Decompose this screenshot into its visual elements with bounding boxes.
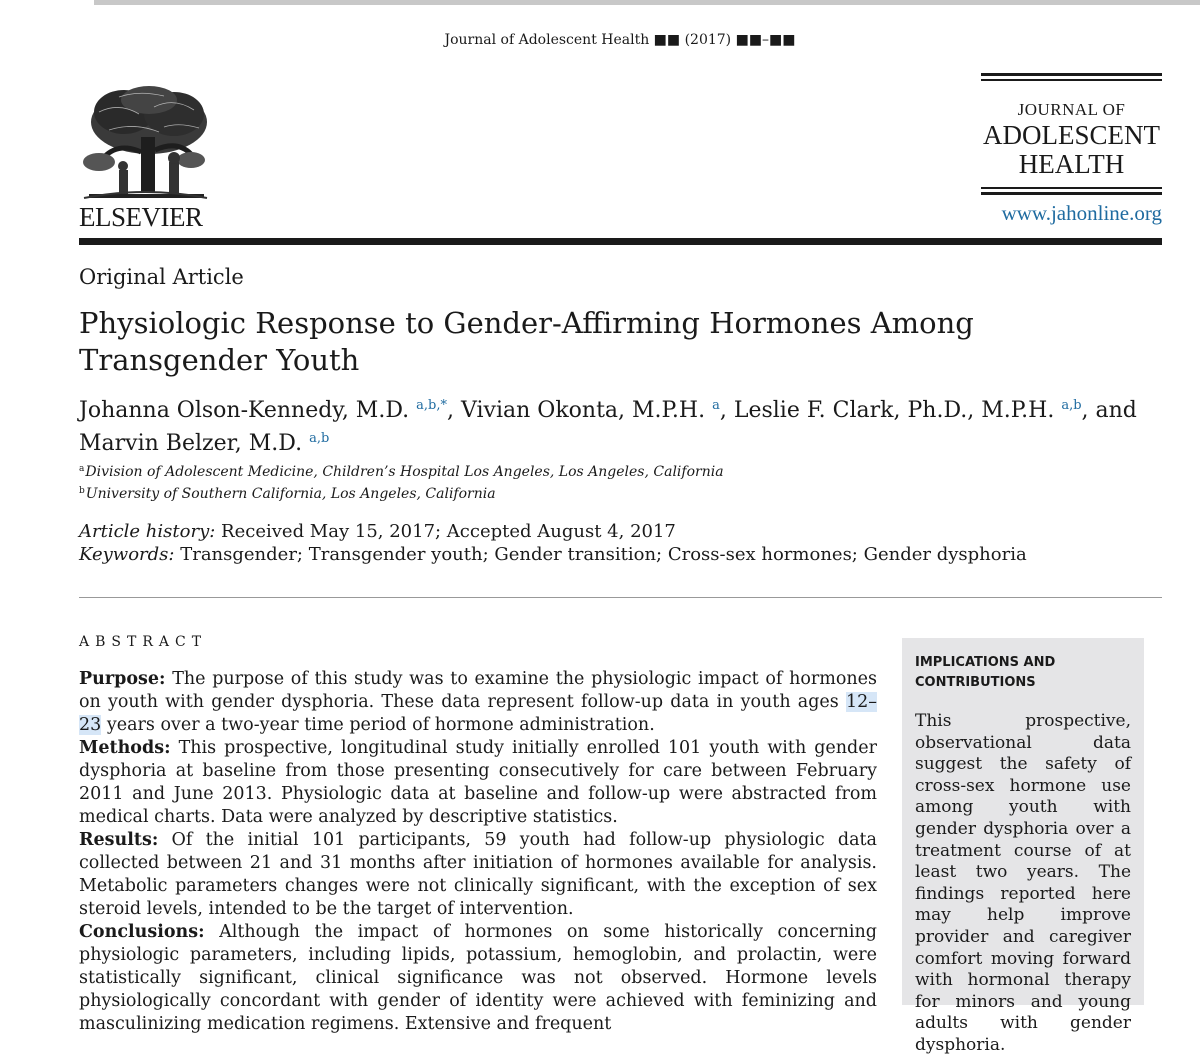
abstract-body — [79, 668, 877, 1036]
affiliation-link[interactable]: a — [712, 398, 720, 413]
abstract-heading: ABSTRACT — [79, 634, 208, 650]
affiliation-item — [79, 482, 724, 504]
history-dates: Received May 15, 2017; Accepted August 4, 2017 — [221, 521, 676, 542]
author-separator: , and — [1081, 398, 1137, 423]
abstract-methods — [79, 737, 877, 829]
article-history — [79, 520, 1027, 543]
highlighted-text[interactable]: 12–23 — [79, 692, 877, 735]
affiliation-link[interactable]: a,b — [1061, 398, 1082, 413]
article-type: Original Article — [79, 265, 244, 289]
methods-text: This prospective, longitudinal study initially enrolled 101 youth with gender dysphoria at baseline from those presenting consecutively for care between February 2011 and June 2013. Physiologic data at baseline and follow-up were abstracted from medical charts. Data were analyzed by descriptive statistics. — [79, 738, 877, 827]
top-scroll-bar — [94, 0, 1200, 5]
implications-text: This prospective, observational data suggest the safety of cross-sex hormone use among youth with gender dysphoria over a treatment course of at least two years. The findings reported here may help improve provider and caregiver comfort moving forward with hormonal therapy for minors and young adults with gender dysphoria. — [915, 711, 1131, 1055]
methods-label: Methods: — [79, 738, 171, 758]
header-divider — [79, 238, 1162, 245]
section-divider — [79, 597, 1162, 598]
keywords-label: Keywords: — [79, 544, 175, 565]
affiliations — [79, 460, 724, 504]
masthead-line3: HEALTH — [1018, 149, 1125, 179]
author-separator: , — [447, 398, 462, 423]
author-name: Johanna Olson-Kennedy, M.D. — [79, 398, 410, 423]
affiliation-label: b — [79, 486, 85, 496]
abstract-purpose — [79, 668, 877, 737]
journal-masthead — [981, 73, 1162, 198]
publisher-name: ELSEVIER — [79, 202, 203, 232]
purpose-text: The purpose of this study was to examine the physiologic impact of hormones on youth with gender dysphoria. These data represent follow-up data in youth ages — [79, 669, 877, 712]
history-label: Article history: — [79, 521, 216, 542]
conclusions-text: Although the impact of hormones on some historically concerning physiologic parameters, including lipids, potassium, hemoglobin, and prolactin, were statistically significant, clinical significance was not observed. Hormone levels physiologically concordant with gender of identity were achieved with feminizing and masculinizing medication regimens. Extensive and frequent — [79, 922, 877, 1034]
affiliation-text: University of Southern California, Los Angeles, California — [85, 486, 496, 502]
results-text: Of the initial 101 participants, 59 youth had follow-up physiologic data collected between 21 and 31 months after initiation of hormones available for analysis. Metabolic parameters changes were not clinically significant, with the exception of sex steroid levels, intended to be the target of intervention. — [79, 830, 877, 919]
masthead-rule — [981, 192, 1162, 195]
masthead-rule — [981, 79, 1162, 81]
affiliation-text: Division of Adolescent Medicine, Children’s Hospital Los Angeles, Los Angeles, California — [85, 464, 724, 480]
implications-heading: IMPLICATIONS AND CONTRIBUTIONS — [915, 655, 1056, 690]
keywords — [79, 543, 1027, 566]
author-separator: , — [719, 398, 734, 423]
author-name: Leslie F. Clark, Ph.D., M.P.H. — [733, 398, 1055, 423]
author-name: Marvin Belzer, M.D. — [79, 431, 303, 456]
journal-url-link[interactable]: www.jahonline.org — [1001, 201, 1162, 225]
keywords-list: Transgender; Transgender youth; Gender transition; Cross-sex hormones; Gender dysphoria — [180, 544, 1027, 565]
affiliation-label: a — [79, 464, 85, 474]
article-info — [79, 520, 1027, 566]
implications-box — [902, 638, 1144, 1055]
article-title: Physiologic Response to Gender-Affirming Hormones Among Transgender Youth — [79, 306, 974, 377]
running-header: Journal of Adolescent Health ■■ (2017) ■■–■■ — [444, 32, 796, 48]
abstract-conclusions — [79, 921, 877, 1036]
results-label: Results: — [79, 830, 159, 850]
purpose-text-end: years over a two-year time period of hormone administration. — [106, 715, 655, 735]
masthead-line2: ADOLESCENT — [983, 120, 1160, 150]
masthead-line1: JOURNAL OF — [1017, 100, 1126, 119]
masthead-rule — [981, 73, 1162, 76]
affiliation-item — [79, 460, 724, 482]
purpose-label: Purpose: — [79, 669, 166, 689]
affiliation-link[interactable]: a,b — [309, 431, 330, 446]
abstract-results — [79, 829, 877, 921]
author-list — [79, 392, 1162, 458]
affiliation-link[interactable]: a,b,* — [416, 398, 448, 413]
masthead-rule — [981, 187, 1162, 189]
conclusions-label: Conclusions: — [79, 922, 205, 942]
author-name: Vivian Okonta, M.P.H. — [461, 398, 706, 423]
